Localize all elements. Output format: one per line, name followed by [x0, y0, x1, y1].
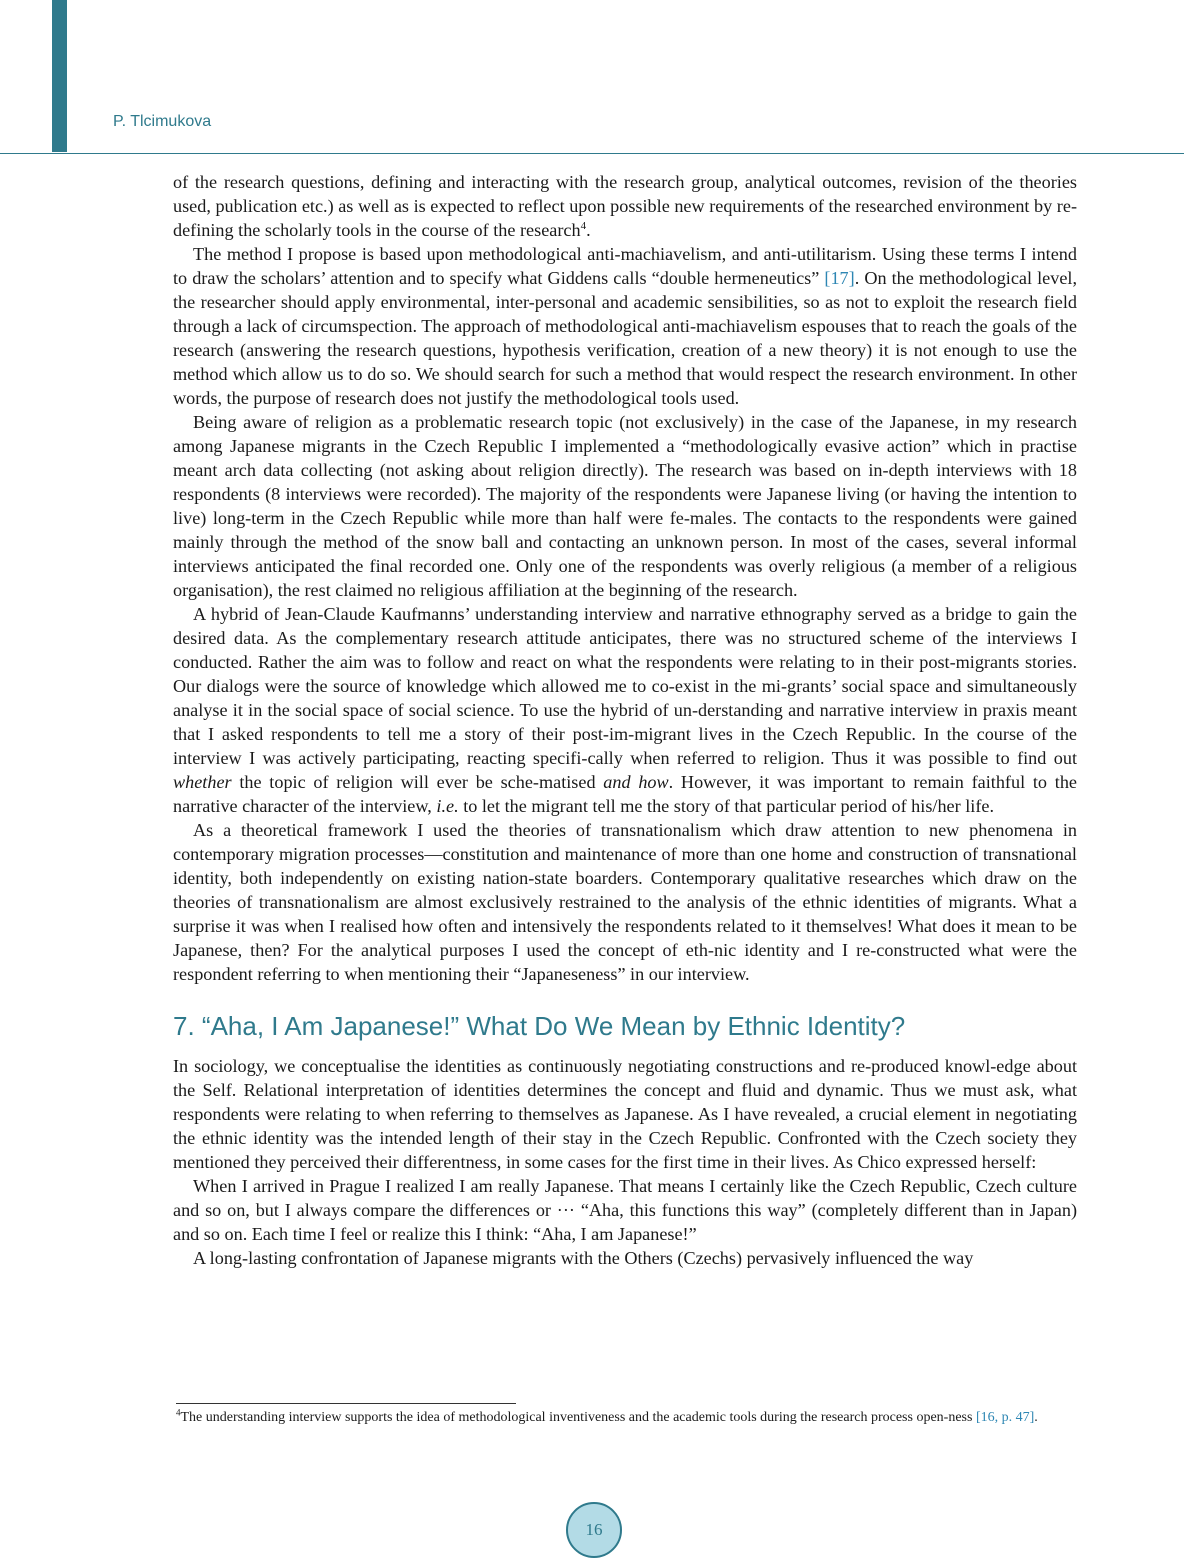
- section-heading: 7. “Aha, I Am Japanese!” What Do We Mean by Ethnic Identity?: [173, 1011, 906, 1041]
- main-text: [173, 170, 1077, 1270]
- footnote-text: The understanding interview supports the idea of methodological inventiveness and the academic tools during the research process open-ness: [180, 1410, 976, 1425]
- paragraph-3: Being aware of religion as a problematic research topic (not exclusively) in the case of the Japanese, in my research among Japanese migrants in the Czech Republic I implemented a “methodologically evasive action” which in practise meant arch data collecting (not asking about religion directly). The research was based on in-depth interviews with 18 respondents (8 interviews were recorded). The majority of the respondents were Japanese living (or having the intention to live) long-term in the Czech Republic while more than half were fe-males. The contacts to the respondents were gained mainly through the method of the snow ball and contacting an unknown person. In most of the cases, several informal interviews anticipated the final recorded one. Only one of the respondents was overly religious (a member of a religious organisation), the rest claimed no religious affiliation at the beginning of the research.: [173, 412, 1077, 600]
- header-accent-bar: [52, 0, 67, 152]
- paragraph-text: the topic of religion will ever be sche-matised: [231, 772, 604, 792]
- paragraph-text: .: [586, 220, 591, 240]
- paragraph-8: A long-lasting confrontation of Japanese migrants with the Others (Czechs) pervasively influenced the way: [193, 1248, 974, 1268]
- footnote: [176, 1408, 1077, 1428]
- running-head: P. Tlcimukova: [113, 113, 212, 130]
- paragraph-5: As a theoretical framework I used the theories of transnationalism which draw attention to new phenomena in contemporary migration processes—constitution and maintenance of more than one home and construction of transnational identity, both independently on existing nation-state boarders. Contemporary qualitative researches which draw on the theories of transnationalism are almost exclusively restrained to the analysis of the ethnic identities of migrants. What a surprise it was when I realised how often and intensively the respondents related to it themselves! What does it mean to be Japanese, then? For the analytical purposes I used the concept of eth-nic identity and I re-constructed what were the respondent referring to when mentioning their “Japaneseness” in our interview.: [173, 820, 1077, 984]
- paragraph-text: of the research questions, defining and interacting with the research group, analytical outcomes, revision of the theories used, publication etc.) as well as is expected to reflect upon possible new requirements of the researched environment by re-defining the scholarly tools in the course of the research: [173, 172, 1077, 240]
- paragraph-text: to let the migrant tell me the story of that particular period of his/her life.: [458, 796, 994, 816]
- emphasis: whether: [173, 772, 232, 792]
- footnote-text: .: [1034, 1410, 1038, 1425]
- footnote-marker[interactable]: 4: [580, 219, 587, 232]
- paragraph-text: A hybrid of Jean-Claude Kaufmanns’ understanding interview and narrative ethnography served as a bridge to gain the desired data. As the complementary research attitude anticipates, there was no structured scheme of the interviews I conducted. Rather the aim was to follow and react on what the respondents were relating to in their post-migrants stories. Our dialogs were the source of knowledge which allowed me to co-exist in the mi-grants’ social space and simultaneously analyse it in the social space of social science. To use the hybrid of un-derstanding and narrative interview in praxis meant that I asked respondents to tell me a story of their post-im-migrant lives in the Czech Republic. In the course of the interview I was actively participating, reacting specifi-cally when referred to religion. Thus it was possible to find out: [173, 604, 1077, 768]
- emphasis: i.e.: [436, 796, 459, 816]
- paragraph-2: [173, 242, 1077, 410]
- citation-link[interactable]: [17]: [824, 268, 855, 288]
- paragraph-1: [173, 170, 1077, 242]
- header-rule: [0, 153, 1184, 154]
- footnote-rule: [176, 1403, 516, 1404]
- emphasis: and how: [603, 772, 669, 792]
- quote-paragraph: When I arrived in Prague I realized I am really Japanese. That means I certainly like the Czech Republic, Czech culture and so on, but I always compare the differences or ··· “Aha, this functions this way” (completely different than in Japan) and so on. Each time I feel or realize this I think: “Aha, I am Japanese!”: [173, 1176, 1077, 1244]
- paragraph-4: [173, 602, 1077, 818]
- footnote-citation-link[interactable]: [16, p. 47]: [975, 1410, 1035, 1425]
- footnote-number: 4: [176, 1407, 181, 1418]
- paragraph-text: The method I propose is based upon methodological anti-machiavelism, and anti-utilitarism. Using these terms I intend to draw the scholars’ attention and to specify what Giddens calls “double hermeneutics”: [173, 244, 1077, 288]
- page-number: 16: [566, 1502, 622, 1558]
- paragraph-text: . However, it was important to remain faithful to the narrative character of the interview,: [173, 772, 1077, 816]
- paragraph-6: In sociology, we conceptualise the identities as continuously negotiating constructions and re-produced knowl-edge about the Self. Relational interpretation of identities determines the concept and fluid and dynamic. Thus we must ask, what respondents were relating to when referring to themselves as Japanese. As I have revealed, a crucial element in negotiating the ethnic identity was the intended length of their stay in the Czech Republic. Confronted with the Czech society they mentioned they perceived their differentness, in some cases for the first time in their lives. As Chico expressed herself:: [173, 1056, 1077, 1172]
- paragraph-text: . On the methodological level, the researcher should apply environmental, inter-personal and academic sensibilities, so as not to exploit the research field through a lack of circumspection. The approach of methodological anti-machiavelism espouses that to reach the goals of the research (answering the research questions, hypothesis verification, creation of a new theory) it is not enough to use the method which allow us to do so. We should search for such a method that would respect the research environment. In other words, the purpose of research does not justify the methodological tools used.: [173, 268, 1078, 408]
